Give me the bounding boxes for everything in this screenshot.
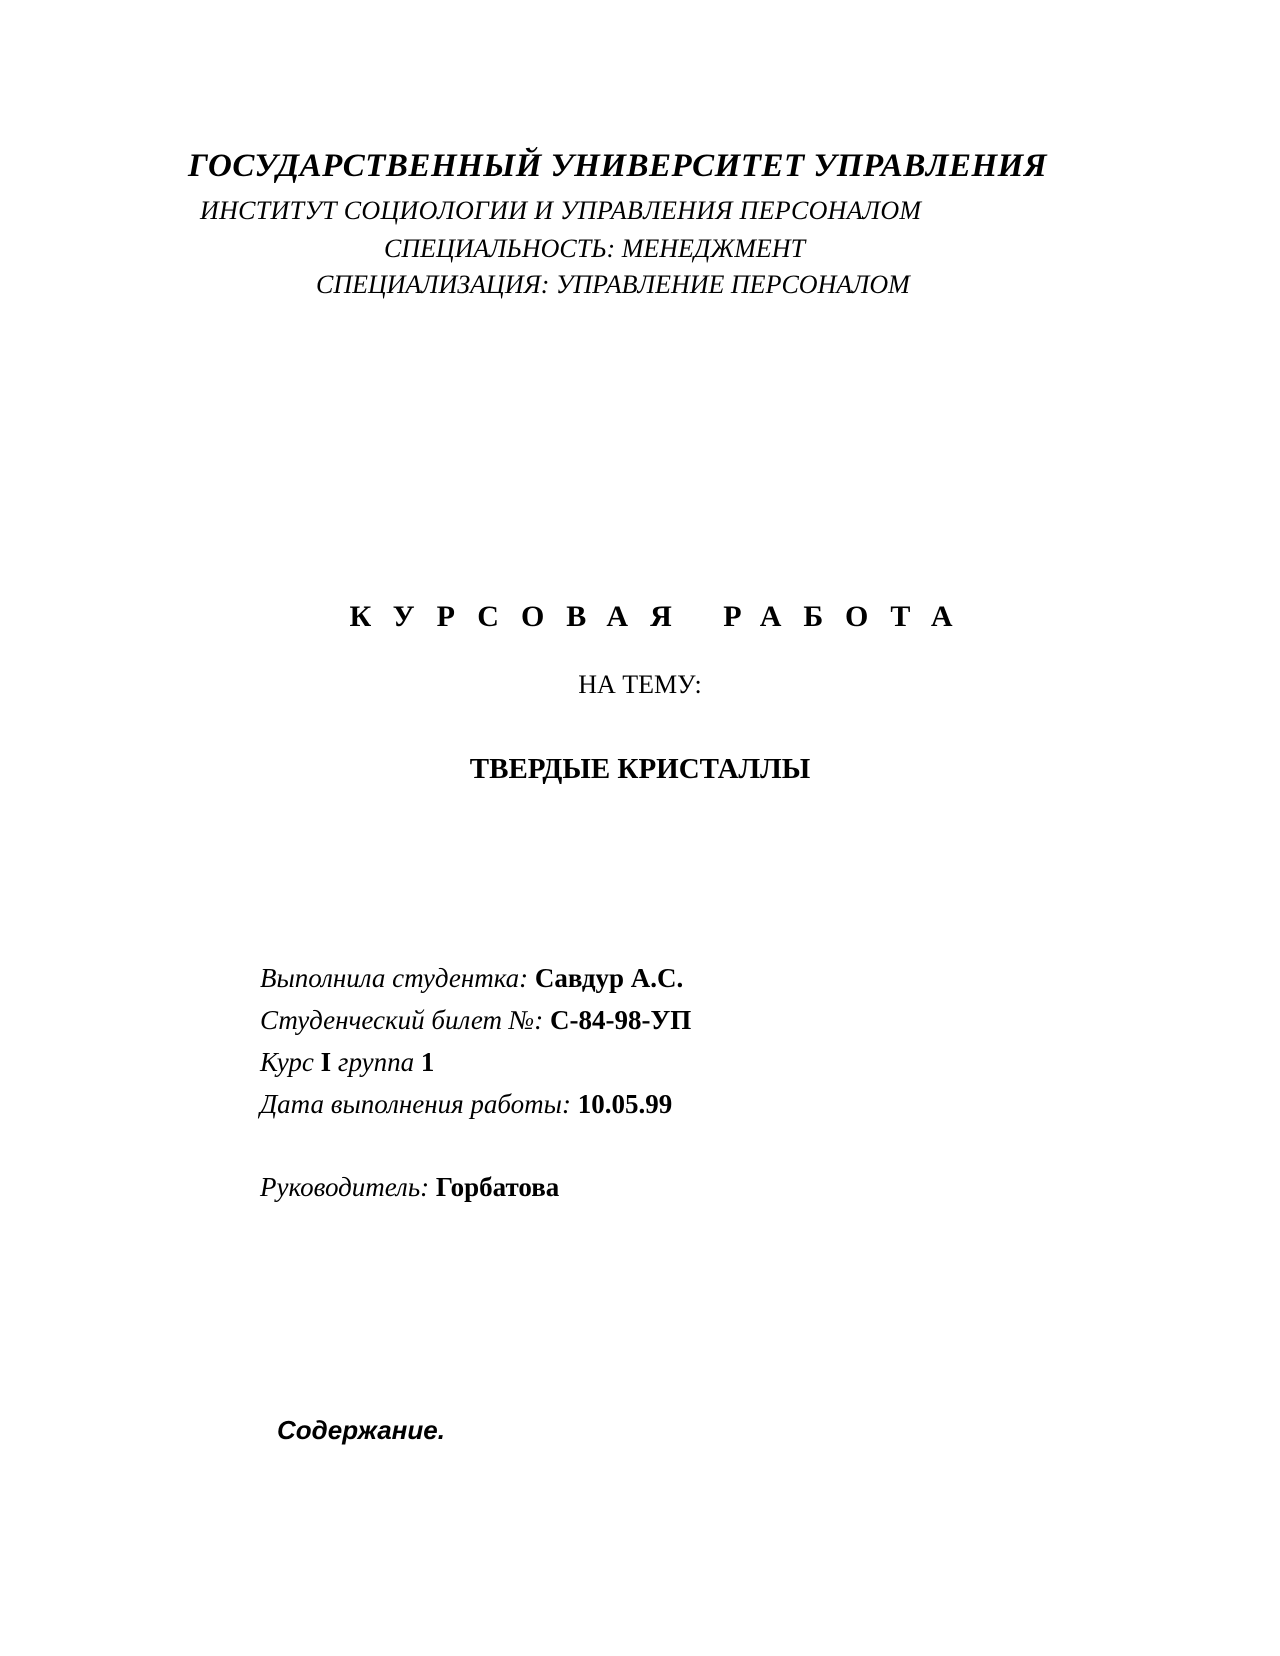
- specialization-line: СПЕЦИАЛИЗАЦИЯ: УПРАВЛЕНИЕ ПЕРСОНАЛОМ: [316, 270, 910, 299]
- completion-date: 10.05.99: [577, 1089, 673, 1119]
- on-topic-label: НА ТЕМУ:: [578, 670, 702, 699]
- ticket-label: Студенческий билет №:: [260, 1005, 550, 1035]
- date-label: Дата выполнения работы:: [260, 1089, 578, 1119]
- topic-title: ТВЕРДЫЕ КРИСТАЛЛЫ: [469, 753, 811, 785]
- group-number: 1: [420, 1047, 435, 1077]
- date-row: [260, 1089, 672, 1120]
- ticket-number: С-84-98-УП: [549, 1005, 692, 1035]
- specialty-line: СПЕЦИАЛЬНОСТЬ: МЕНЕДЖМЕНТ: [384, 234, 806, 263]
- student-label: Выполнила студентка:: [260, 963, 535, 993]
- supervisor-name: Горбатова: [435, 1172, 560, 1202]
- supervisor-row: [260, 1172, 559, 1203]
- institute-name: ИНСТИТУТ СОЦИОЛОГИИ И УПРАВЛЕНИЯ ПЕРСОНАЛОМ: [200, 196, 922, 225]
- student-name: Савдур А.С.: [534, 963, 684, 993]
- course-number: I: [320, 1047, 332, 1077]
- document-type-title: КУРСОВАЯ РАБОТА: [349, 600, 975, 633]
- supervisor-label: Руководитель:: [260, 1172, 436, 1202]
- ticket-row: [260, 1005, 691, 1036]
- course-label: Курс: [260, 1047, 321, 1077]
- university-name: ГОСУДАРСТВЕННЫЙ УНИВЕРСИТЕТ УПРАВЛЕНИЯ: [188, 148, 1048, 184]
- group-label: группа: [331, 1047, 421, 1077]
- student-row: [260, 963, 683, 994]
- course-row: [260, 1047, 434, 1078]
- contents-heading: Содержание.: [277, 1415, 445, 1445]
